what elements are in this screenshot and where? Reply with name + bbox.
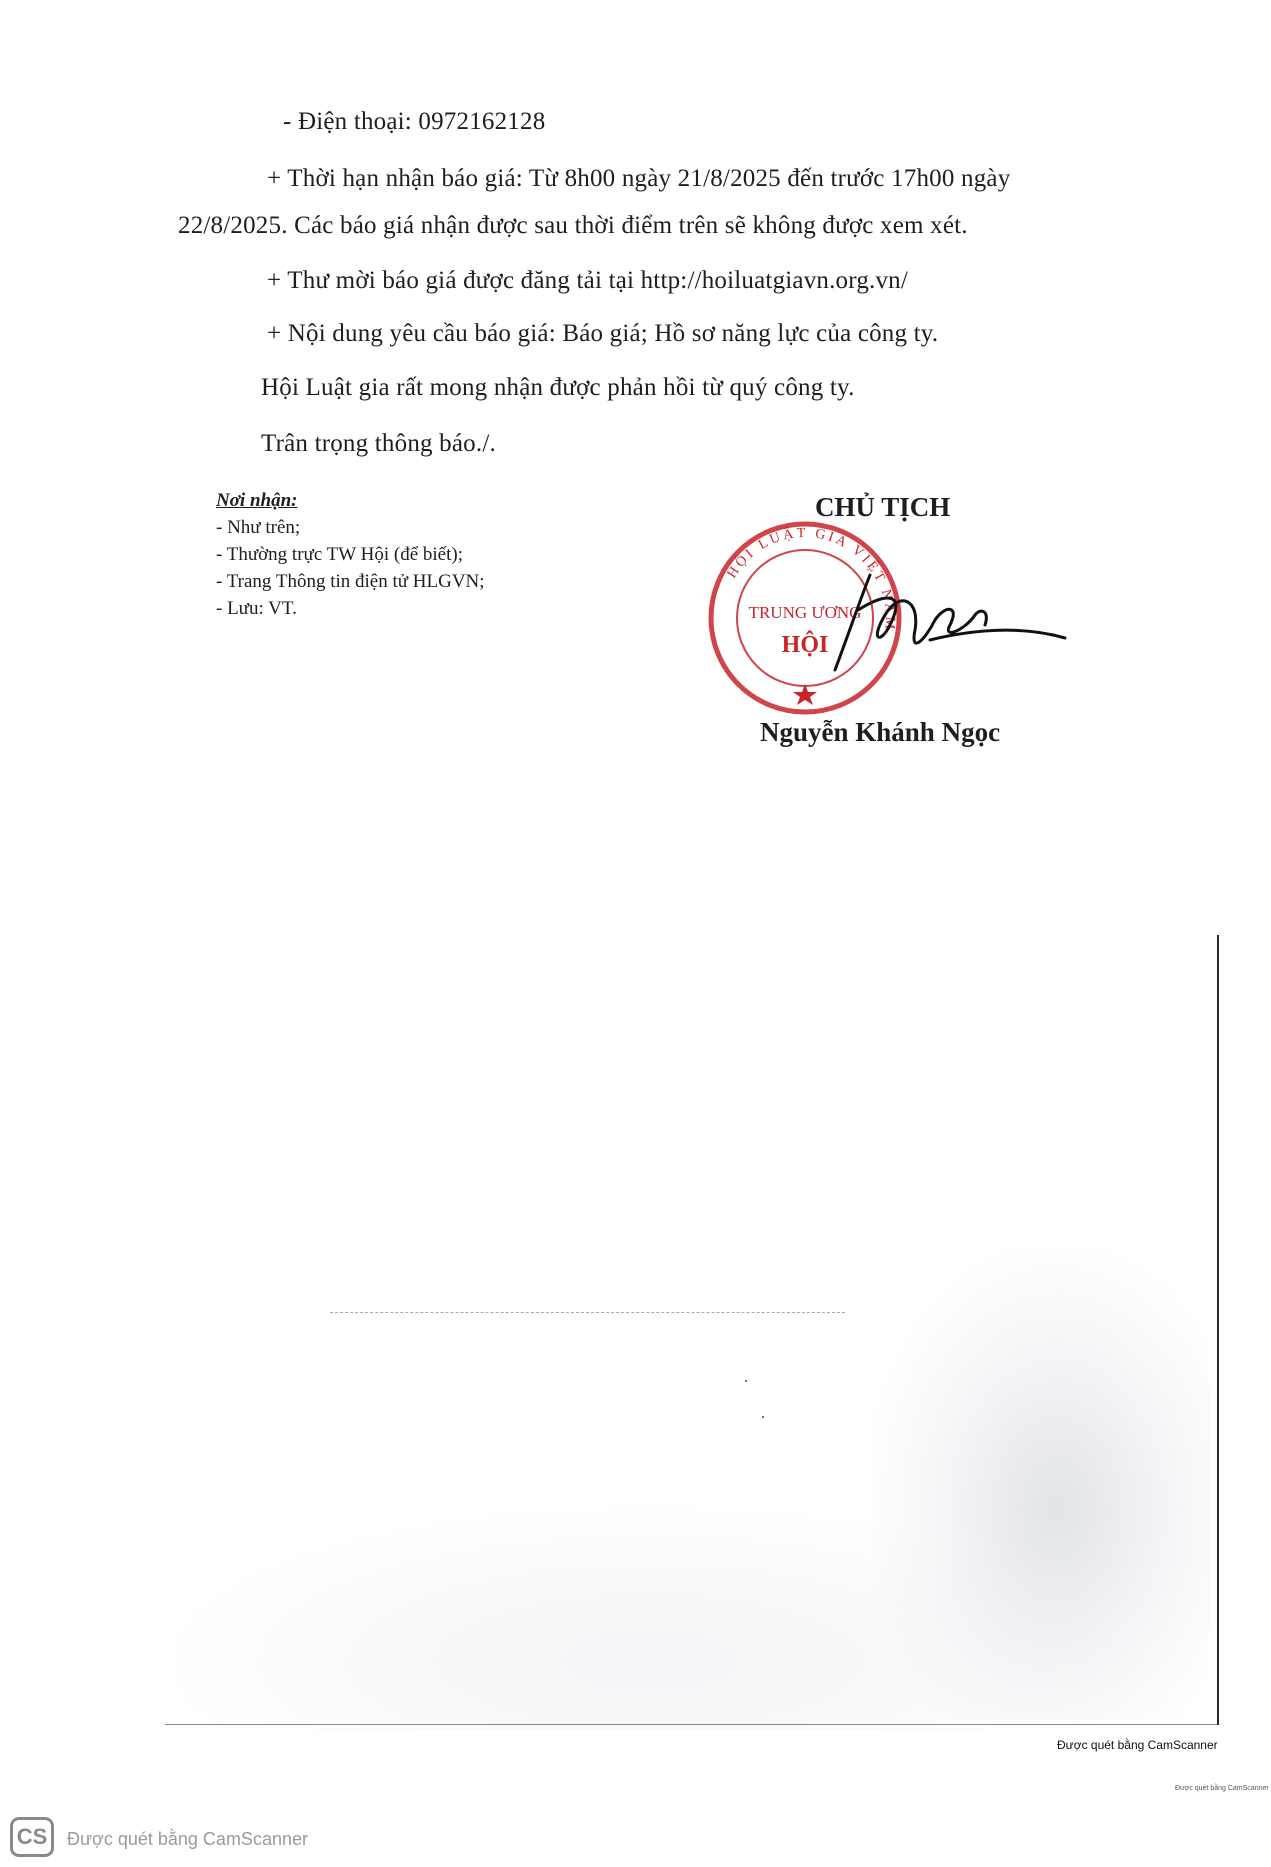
posted-line: + Thư mời báo giá được đăng tải tại http://hoiluatgiavn.org.vn/ xyxy=(267,267,909,294)
handwritten-signature xyxy=(830,570,1070,680)
deadline-line-1: + Thời hạn nhận báo giá: Từ 8h00 ngày 21/8/2025 đến trước 17h00 ngày xyxy=(267,165,1011,192)
scan-smudge-bottom xyxy=(150,1500,1150,1730)
recipients-title: Nơi nhận: xyxy=(216,490,298,511)
seal-ring-text: HỘI LUẬT GIA VIỆT NAM xyxy=(724,525,898,633)
recipient-item: - Thường trực TW Hội (để biết); xyxy=(216,544,463,565)
scan-divider xyxy=(330,1312,845,1313)
seal-center-text: HỘI xyxy=(781,632,829,658)
camscanner-footer-tiny: Được quét bằng CamScanner xyxy=(1175,1785,1269,1792)
regards-line: Trân trọng thông báo./. xyxy=(261,430,496,457)
deadline-line-2: 22/8/2025. Các báo giá nhận được sau thời điểm trên sẽ không được xem xét. xyxy=(178,212,968,239)
scan-speck xyxy=(762,1416,764,1418)
signer-name: Nguyễn Khánh Ngọc xyxy=(760,717,1001,747)
closing-line: Hội Luật gia rất mong nhận được phản hồi từ quý công ty. xyxy=(261,374,855,401)
camscanner-logo-icon: CS xyxy=(10,1817,54,1857)
recipient-item: - Trang Thông tin điện tử HLGVN; xyxy=(216,571,485,592)
scan-page-edge xyxy=(1217,935,1219,1725)
phone-line: - Điện thoại: 0972162128 xyxy=(283,108,546,135)
camscanner-watermark: Được quét bằng CamScanner xyxy=(67,1829,308,1849)
scan-speck xyxy=(745,1380,747,1382)
recipients-block xyxy=(216,487,485,622)
signer-title: CHỦ TỊCH xyxy=(815,492,951,522)
recipient-item: - Lưu: VT. xyxy=(216,598,297,619)
recipient-item: - Như trên; xyxy=(216,517,301,538)
seal-center-text: TRUNG ƯƠNG xyxy=(748,603,862,622)
camscanner-footer: Được quét bằng CamScanner xyxy=(1057,1738,1218,1752)
seal-star-icon xyxy=(793,684,817,705)
scan-page-bottom-edge xyxy=(165,1724,1217,1725)
requirements-line: + Nội dung yêu cầu báo giá: Báo giá; Hồ sơ năng lực của công ty. xyxy=(267,320,939,347)
